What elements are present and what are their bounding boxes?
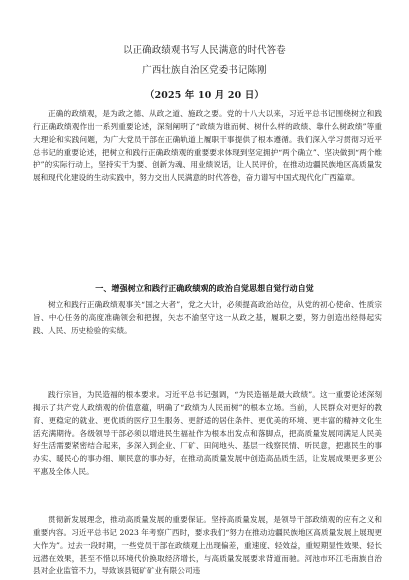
body-paragraph: 树立和践行正确政绩观事关“国之大者”，党之大计，必须提高政治站位，从党的初心使命、性质宗旨、中心任务的高度准确领会和把握，矢志不渝坚守这一从政之基，履职之要，努力创造出经得起实践、人民、历史检验的实绩。	[33, 300, 382, 335]
document-title: 以正确政绩观书写人民满意的时代答卷	[123, 45, 286, 56]
section-heading: 一、增强树立和践行正确政绩观的政治自觉思想自觉行动自觉	[95, 283, 314, 293]
document-author: 广西壮族自治区党委书记陈刚	[142, 65, 267, 76]
document-date: （2025 年 10 月 20 日）	[145, 90, 264, 101]
body-paragraph-intro: 正确的政绩观，是为政之德、从政之道、施政之要。党的十八大以来，习近平总书记围绕树立和践行正确政绩观作出一系列重要论述，深刻阐明了“政绩为谁而树、树什么样的政绩、靠什么树政绩”等重大理论和实践问题，为广大党员干部在正确轨道上履职干事提供了根本遵循。我们深入学习贯彻习近平总书记的重要论述，把树立和践行正确政绩观的重要要求体现到坚定拥护“两个确立”、坚决做到“两个维护”的实际行动上，坚持实干为要、创新为魂、用业绩说话，让人民评价，在推动边疆民族地区高质量发展和现代化建设的生动实践中，努力交出人民满意的时代答卷，奋力谱写中国式现代化广西篇章。	[33, 109, 382, 183]
body-paragraph: 践行宗旨，为民造福的根本要求。习近平总书记强调，“为民造福是最大政绩”。这一重要论述深刻揭示了共产党人政绩观的价值意蕴，明确了“政绩为人民而树”的根本立场。当前，人民群众对更好的教育、更稳定的就业、更优质的医疗卫生服务、更舒适的居住条件、更优美的环境、更丰富的精神文化生活充满期待。各级领导干部必须以增进民生福祉作为根本出发点和落脚点，把高质量发展同满足人民美好生活需要紧密结合起来，多深入到企业、厂矿、田间地头、基层一线察民情、听民意，把惠民生的事办实、暖民心的事办细、顺民意的事办好，在推动高质量发展中创造高品质生活，让发展成果更多更公平惠及全体人民。	[33, 390, 382, 477]
body-paragraph: 贯彻新发展理念，推动高质量发展的重要保证。坚持高质量发展，是领导干部政绩观的应有之义和重要内容。习近平总书记 2023 年考察广西时，要求我们“努力在推动边疆民族地区高质量发展上展现更大作为”。过去一段时期，一些党员干部在政绩观上出现偏差，重速度、轻效益，重短期显性效果、轻长远潜在效果，甚至不惜以环境代价换取经济增长，与高质量发展要求背道而驰。河池市环江毛南族自治县对企业监管不力，导致该县铤矿矿业有限公司违	[33, 515, 382, 576]
